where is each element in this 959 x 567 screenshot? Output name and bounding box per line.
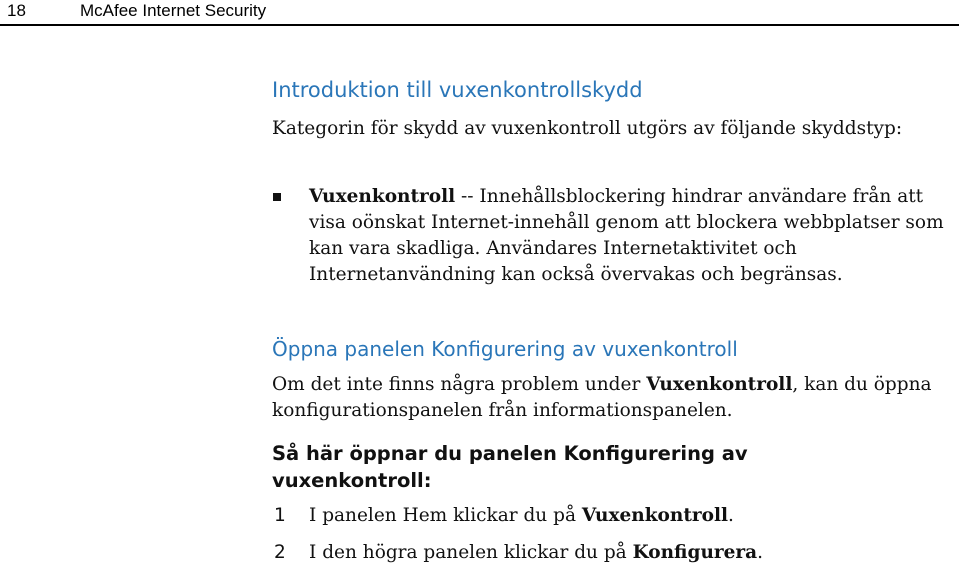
step-text-after: .	[757, 542, 764, 563]
step-term: Konfigurera	[632, 542, 758, 563]
document-title: McAfee Internet Security	[80, 1, 267, 20]
subsection-heading: Öppna panelen Konfigurering av vuxenkontroll	[272, 337, 738, 361]
step-number: 1	[274, 505, 286, 526]
step-text-before: I den högra panelen klickar du på	[309, 542, 633, 563]
subsection-paragraph	[272, 372, 959, 424]
bullet-term: Vuxenkontroll	[309, 186, 456, 207]
paragraph-text-after: , kan du öppna konfigurationspanelen från informationspanelen.	[272, 374, 932, 421]
intro-paragraph: Kategorin för skydd av vuxenkontroll utgörs av följande skyddstyp:	[272, 118, 903, 139]
step-text-before: I panelen Hem klickar du på	[309, 505, 582, 526]
step-term: Vuxenkontroll	[581, 505, 729, 526]
page-header	[0, 0, 959, 26]
procedure-heading: Så här öppnar du panelen Konfigurering av vuxenkontroll:	[272, 442, 748, 492]
step-text	[309, 503, 734, 529]
bullet-text	[309, 184, 959, 288]
paragraph-text-before: Om det inte finns några problem under	[272, 374, 647, 395]
step-text-after: .	[728, 505, 734, 526]
page-number: 18	[7, 1, 26, 20]
step-text	[309, 540, 763, 566]
paragraph-term: Vuxenkontroll	[646, 374, 793, 395]
square-bullet-icon	[273, 193, 281, 201]
section-heading: Introduktion till vuxenkontrollskydd	[272, 78, 643, 102]
step-number: 2	[274, 542, 286, 563]
bullet-description: -- Innehållsblockering hindrar användare från att visa oönskat Internet-innehåll genom att blockera webbplatser som kan vara skadliga. Användares Internetaktivitet och Internetanvändning kan också övervakas och begränsas.	[309, 186, 944, 285]
